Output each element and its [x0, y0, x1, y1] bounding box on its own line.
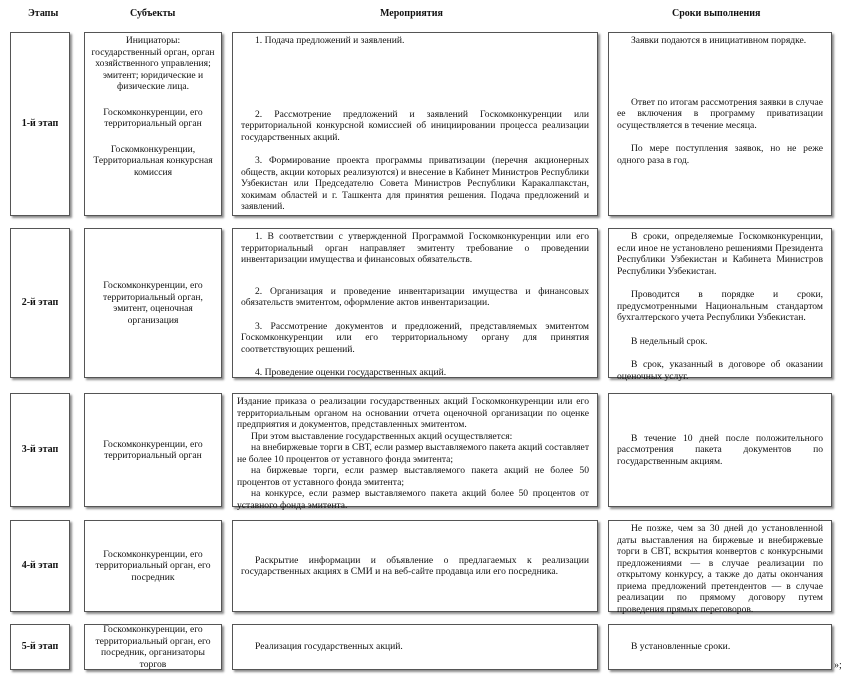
- stage-1-term-2: Ответ по итогам рассмотрения заявки в случае ее включения в программу приватизации осуществляется в течение месяца.: [617, 96, 823, 131]
- stage-1-terms: [608, 32, 832, 216]
- stage-3-measure-4: на биржевые торги, если размер выставляемого пакета акций не более 50 процентов от уставного фонда эмитента;: [237, 465, 589, 488]
- stage-5-terms: [608, 624, 832, 670]
- stage-3-measure-3: на внебиржевые торги в СВТ, если размер выставляемого пакета акций составляет не более 10 процентов от уставного фонда эмитента;: [237, 442, 590, 465]
- stage-2-measure-2: 2. Организация и проведение инвентаризации имущества и финансовых обязательств эмитентом, оформление актов инвентаризации.: [241, 285, 589, 308]
- stage-2-term-2: Проводится в порядке и сроки, предусмотренными Национальным стандартом бухгалтерского учета Республики Узбекистан.: [617, 289, 823, 323]
- stage-2-measure-1: 1. В соответствии с утвержденной Программой Госкомконкуренции или его территориальный орган направляет эмитенту требование о проведении инвентаризации имущества и финансовых обязательств.: [241, 231, 589, 265]
- stage-3-measure-1: Издание приказа о реализации государственных акций Госкомконкуренции или его территориальным органом на основании отчета оценочной организации по оценке предприятия и документов, представленных эмитентом.: [237, 396, 589, 430]
- stage-1-measures: [232, 32, 598, 216]
- stage-1-term-3: По мере поступления заявок, но не реже одного раза в год.: [617, 143, 823, 166]
- header-subjects: Субъекты: [130, 8, 176, 19]
- stage-1-text: 1-й этап: [21, 118, 59, 129]
- stage-4-terms: [608, 520, 832, 615]
- header-stages: Этапы: [28, 8, 59, 19]
- stage-3-label: [10, 393, 70, 507]
- stage-2-terms: [608, 228, 832, 382]
- stage-2-subjects: [84, 228, 222, 378]
- stage-1-measure-3: 3. Формирование проекта программы приватизации (перечня акционерных обществ, акции которых реализуются) и внесение в Кабинет Министров Республики Узбекистан или Председателю Совета Министров Республики Каракалпакстан, хокимам областей и г. Ташкента для принятия решения. Подача предложений и заявлений.: [241, 155, 589, 212]
- stage-4-measures: [232, 520, 598, 612]
- stage-2-subject: Госкомконкуренции, его территориальный орган, эмитент, оценочная организация: [103, 280, 203, 326]
- stage-2-label: [10, 228, 70, 378]
- stage-5-subjects: [84, 624, 222, 670]
- stage-3-measure-2: При этом выставление государственных акций осуществляется:: [251, 430, 513, 442]
- stage-1-label: [10, 32, 70, 216]
- header-terms: Сроки выполнения: [672, 8, 761, 19]
- trailing-quote-mark: »;: [834, 660, 842, 671]
- stage-5-label: [10, 624, 70, 670]
- stage-3-measure-5: на конкурсе, если размер выставляемого пакета акций более 50 процентов от уставного фонда эмитента.: [237, 488, 589, 511]
- stage-2-term-1: В сроки, определяемые Госкомконкуренции, если иное не установлено решениями Президента Республики Узбекистан и Кабинета Министров Республики Узбекистан.: [617, 231, 823, 277]
- stage-3-subjects: [84, 393, 222, 507]
- stage-2-measure-3: 3. Рассмотрение документов и предложений, представляемых эмитентом Госкомконкуренции или его территориальному органу для принятия соответствующих решений.: [241, 320, 589, 355]
- stage-2-term-4: В срок, указанный в договоре об оказании оценочных услуг.: [617, 359, 823, 382]
- stage-1-term-1: Заявки подаются в инициативном порядке.: [631, 35, 807, 46]
- stage-2-measures: [232, 228, 598, 378]
- stage-2-text: 2-й этап: [21, 297, 59, 308]
- stage-4-term: Не позже, чем за 30 дней до установленной даты выставления на биржевые и внебиржевые торги в СВТ, вскрытия конвертов с конкурсными предложениями — в случае реализации по открытому конкурсу, а также до даты окончания приема предложений претендентов — в случае реализации по прямому договору путем проведения прямых переговоров.: [617, 523, 823, 615]
- stage-1-subject-commission: Госкомконкуренции, Территориальная конкурсная комиссия: [93, 143, 213, 178]
- stage-5-measures: [232, 624, 598, 670]
- header-measures: Мероприятия: [380, 8, 443, 19]
- stage-1-measure-2: 2. Рассмотрение предложений и заявлений Госкомконкуренции или территориальной конкурсной комиссией об инициировании процесса реализации государственных акций.: [241, 108, 589, 143]
- stage-5-measure: Реализация государственных акций.: [255, 641, 403, 653]
- stage-4-subject: Госкомконкуренции, его территориальный орган, его посредник: [95, 548, 211, 583]
- stage-1-subject-initiators: Инициаторы: государственный орган, орган хозяйственного управления; эмитент; юридические и физические лица.: [91, 35, 215, 92]
- stage-1-subjects: [84, 32, 222, 216]
- stage-1-measure-1: 1. Подача предложений и заявлений.: [255, 35, 405, 46]
- stage-3-subject: Госкомконкуренции, его территориальный орган: [103, 438, 203, 461]
- stage-4-label: [10, 520, 70, 612]
- stage-4-measure: Раскрытие информации и объявление о предлагаемых к реализации государственных акциях в СМИ и на веб-сайте продавца или его посредника.: [241, 554, 589, 577]
- stage-3-terms: [608, 393, 832, 507]
- stage-5-term: В установленные сроки.: [631, 641, 731, 653]
- stage-5-subject: Госкомконкуренции, его территориальный орган, его посредник, организаторы торгов: [95, 624, 211, 670]
- stage-2-term-3: В недельный срок.: [631, 335, 708, 347]
- stage-4-subjects: [84, 520, 222, 612]
- stage-1-subject-committee: Госкомконкуренции, его территориальный орган: [103, 106, 203, 129]
- stage-4-text: 4-й этап: [21, 560, 59, 571]
- stage-3-measures: [232, 393, 598, 511]
- stage-2-measure-4: 4. Проведение оценки государственных акций.: [255, 367, 447, 378]
- stage-3-term: В течение 10 дней после положительного рассмотрения пакета документов по государственным акциям.: [617, 432, 823, 467]
- stage-5-text: 5-й этап: [21, 641, 59, 652]
- stage-3-text: 3-й этап: [21, 444, 59, 455]
